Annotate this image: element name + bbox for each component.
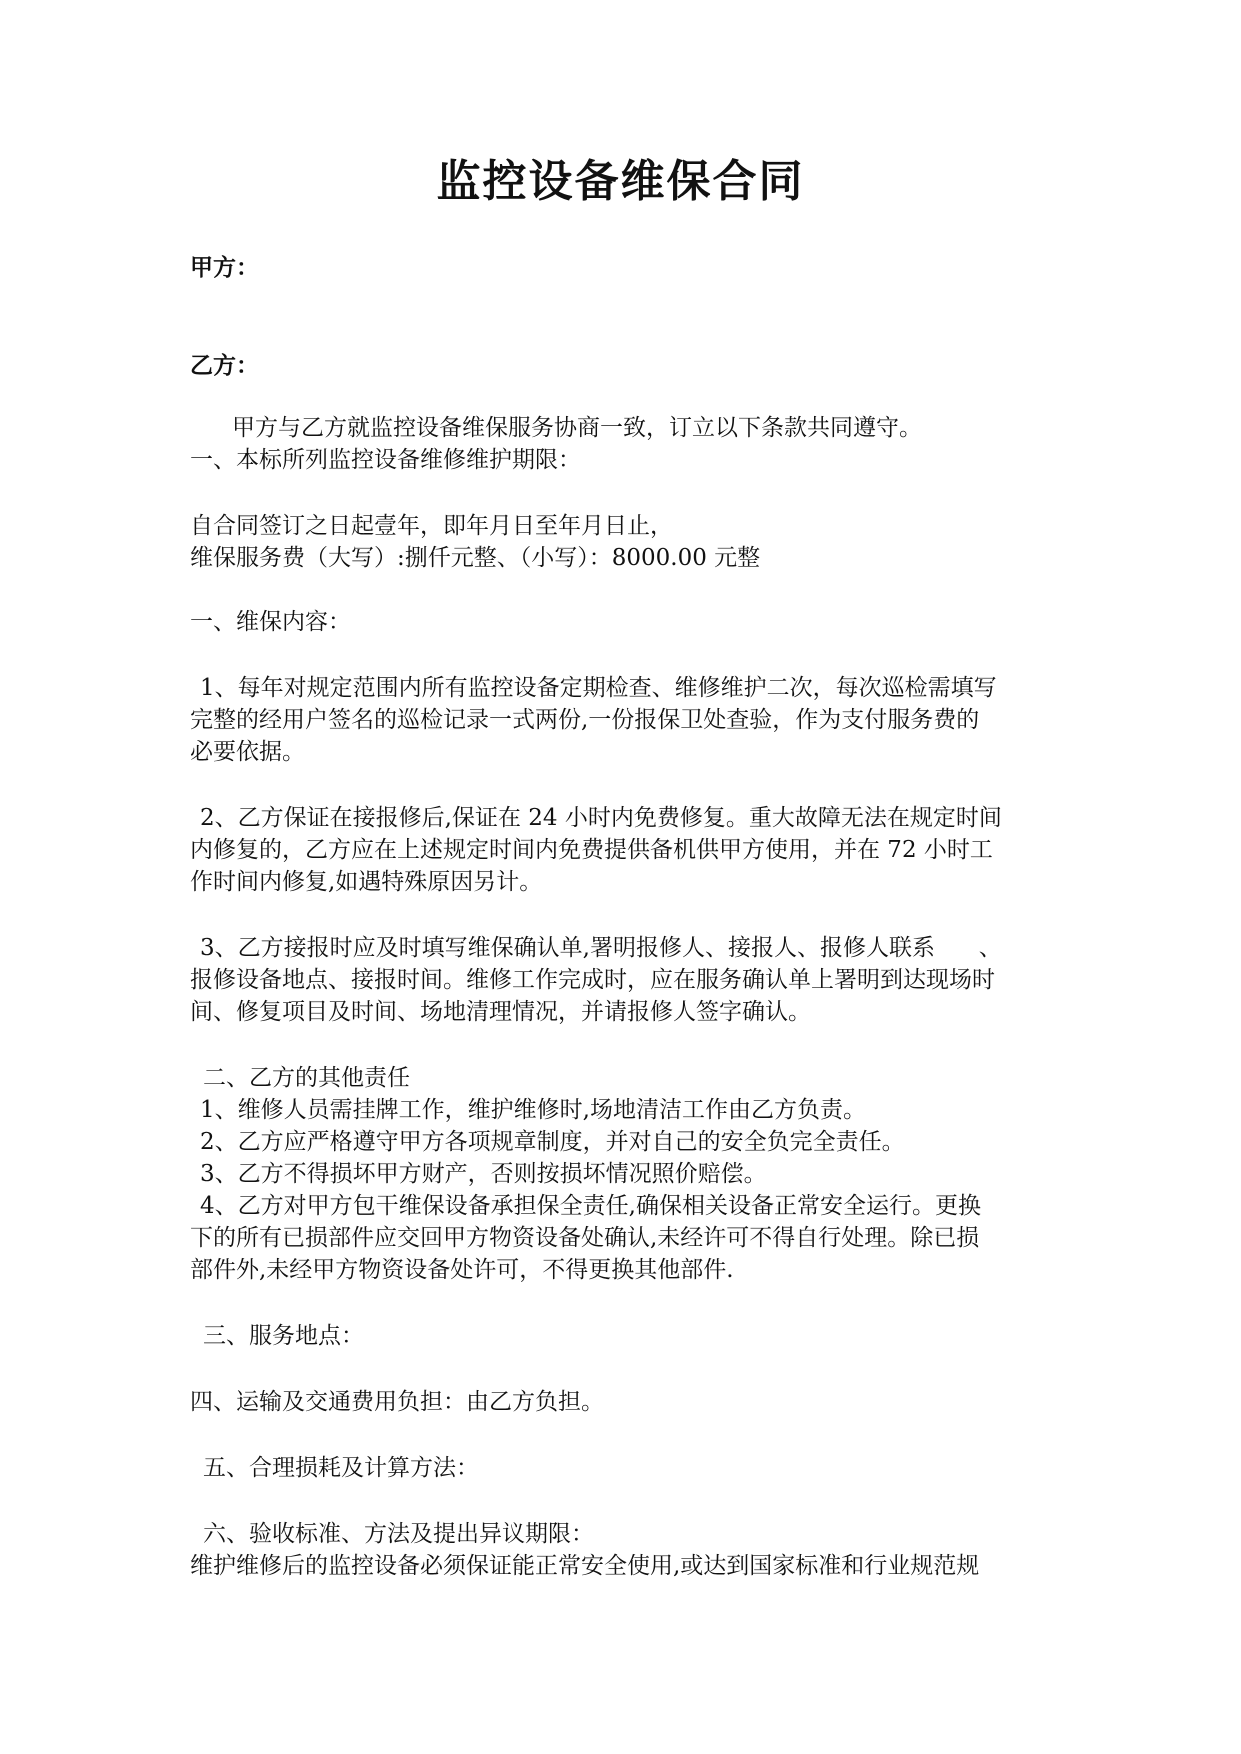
party-a-label: 甲方： — [190, 255, 259, 281]
item-3-line-2: 报修设备地点、接报时间。维修工作完成时，应在服务确认单上署明到达现场时 — [190, 967, 995, 993]
section-2-item-2: 2、乙方应严格遵守甲方各项规章制度，并对自己的安全负完全责任。 — [200, 1129, 905, 1155]
contract-title: 监控设备维保合同 — [436, 156, 805, 207]
item-2-line-3: 作时间内修复,如遇特殊原因另计。 — [190, 869, 543, 895]
section-1-heading: 一、本标所列监控设备维修维护期限： — [190, 447, 581, 473]
section-6-acceptance-heading: 六、验收标准、方法及提出异议期限： — [203, 1521, 594, 1547]
fee-line: 维保服务费（大写）:捌仟元整、（小写）：8000.00 元整 — [190, 545, 761, 571]
intro-paragraph: 甲方与乙方就监控设备维保服务协商一致，订立以下条款共同遵守。 — [232, 415, 922, 441]
item-2-line-1: 2、乙方保证在接报修后,保证在 24 小时内免费修复。重大故障无法在规定时间 — [200, 805, 1002, 831]
item-1-line-3: 必要依据。 — [190, 739, 305, 765]
section-2-item-4-cont-2: 部件外,未经甲方物资设备处许可，不得更换其他部件. — [190, 1257, 734, 1283]
item-3-line-3: 间、修复项目及时间、场地清理情况，并请报修人签字确认。 — [190, 999, 811, 1025]
item-3-line-1: 3、乙方接报时应及时填写维保确认单,署明报修人、接报人、报修人联系 、 — [200, 935, 1002, 961]
section-4-transport-cost: 四、运输及交通费用负担：由乙方负担。 — [190, 1389, 604, 1415]
section-5-wear-calculation: 五、合理损耗及计算方法： — [203, 1455, 479, 1481]
item-1-line-1: 1、每年对规定范围内所有监控设备定期检查、维修维护二次，每次巡检需填写 — [200, 675, 997, 701]
party-b-label: 乙方： — [190, 353, 259, 379]
term-line: 自合同签订之日起壹年，即年月日至年月日止， — [190, 513, 673, 539]
section-2-item-4-cont-1: 下的所有已损部件应交回甲方物资设备处确认,未经许可不得自行处理。除已损 — [190, 1225, 980, 1251]
section-6-body: 维护维修后的监控设备必须保证能正常安全使用,或达到国家标准和行业规范规 — [190, 1553, 980, 1579]
item-1-line-2: 完整的经用户签名的巡检记录一式两份,一份报保卫处查验，作为支付服务费的 — [190, 707, 980, 733]
section-2-item-1: 1、维修人员需挂牌工作，维护维修时,场地清洁工作由乙方负责。 — [200, 1097, 866, 1123]
section-2-item-3: 3、乙方不得损坏甲方财产，否则按损坏情况照价赔偿。 — [200, 1161, 767, 1187]
section-3-service-location: 三、服务地点： — [203, 1323, 364, 1349]
item-2-line-2: 内修复的，乙方应在上述规定时间内免费提供备机供甲方使用，并在 72 小时工 — [190, 837, 993, 863]
section-2-heading: 二、乙方的其他责任 — [203, 1065, 410, 1091]
maintenance-content-heading: 一、维保内容： — [190, 609, 351, 635]
section-2-item-4: 4、乙方对甲方包干维保设备承担保全责任,确保相关设备正常安全运行。更换 — [200, 1193, 981, 1219]
